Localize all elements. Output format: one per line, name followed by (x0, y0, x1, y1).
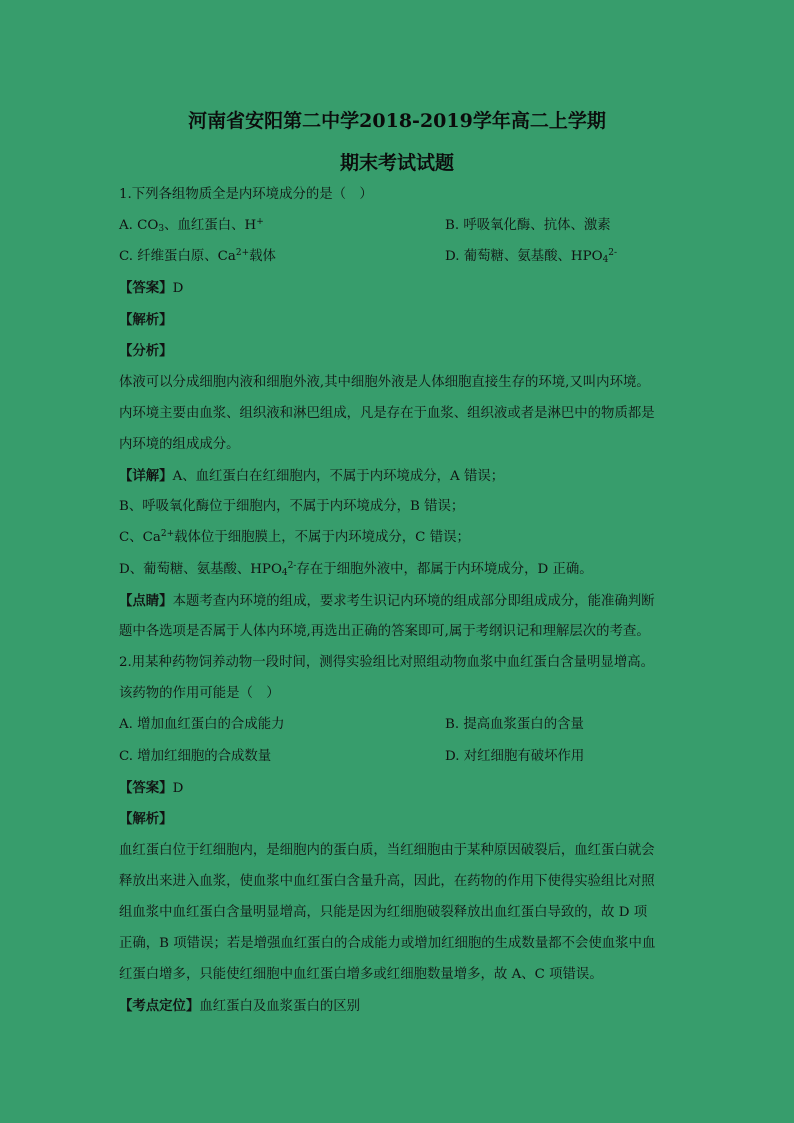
q2-analysis-label: 【解析】 (119, 811, 173, 827)
q2-analysis-line1: 血红蛋白位于红细胞内，是细胞内的蛋白质，当红细胞由于某种原因破裂后，血红蛋白就会 (119, 843, 655, 858)
q2-option-c: C. 增加红细胞的合成数量 (119, 749, 272, 764)
q1-option-b: B. 呼吸氧化酶、抗体、激素 (445, 218, 611, 233)
q1-option-c: C. 纤维蛋白原、$Ca^{2+}$载体 (119, 248, 276, 264)
q1-detail-c: C、$Ca^{2+}$载体位于细胞膜上，不属于内环境成分，C 错误； (119, 529, 470, 545)
q2-option-d: D. 对红细胞有破坏作用 (445, 749, 585, 764)
q2-stem-line1: 2.用某种药物饲养动物一段时间，测得实验组比对照组动物血浆中血红蛋白含量明显增高。 (119, 655, 655, 670)
q1-option-a: A. $CO_3$、血红蛋白、H+ (119, 217, 264, 234)
q2-option-b: B. 提高血浆蛋白的含量 (445, 717, 584, 732)
q1-answer: 【答案】D (119, 280, 184, 296)
q2-kaodian: 【考点定位】血红蛋白及血浆蛋白的区别 (119, 998, 361, 1014)
q1-dianjing-line2: 题中各选项是否属于人体内环境,再选出正确的答案即可,属于考纲识记和理解层次的考查。 (119, 624, 650, 639)
q1-fenxi-label: 【分析】 (119, 343, 173, 359)
q1-fenxi-line3: 内环境的组成成分。 (119, 437, 240, 452)
doc-title-line1: 河南省安阳第二中学2018-2019学年高二上学期 (188, 110, 606, 132)
q2-analysis-line2: 释放出来进入血浆，使血浆中血红蛋白含量升高，因此，在药物的作用下使得实验组比对照 (119, 874, 655, 889)
q1-detail-b: B、呼吸氧化酶位于细胞内，不属于内环境成分，B 错误； (119, 499, 465, 514)
q1-fenxi-line1: 体液可以分成细胞内液和细胞外液,其中细胞外液是人体细胞直接生存的环境,又叫内环境。 (119, 375, 650, 390)
q2-answer: 【答案】D (119, 780, 184, 796)
q1-option-d: D. 葡萄糖、氨基酸、$HPO_4^{2-}$ (445, 248, 618, 265)
q2-option-a: A. 增加血红蛋白的合成能力 (119, 717, 285, 732)
q2-analysis-line3: 组血浆中血红蛋白含量明显增高，只能是因为红细胞破裂释放出血红蛋白导致的，故 D 项 (119, 905, 648, 920)
q1-stem: 1.下列各组物质全是内环境成分的是（ ） (119, 187, 373, 202)
q1-dianjing-line1: 【点睛】本题考查内环境的组成，要求考生识记内环境的组成部分即组成成分，能准确判断 (119, 593, 655, 609)
q2-analysis-line4: 正确，B 项错误；若是增强血红蛋白的合成能力或增加红细胞的生成数量都不会使血浆中血 (119, 936, 656, 951)
q2-stem-line2: 该药物的作用可能是（ ） (119, 686, 280, 701)
q1-detail-d: D、葡萄糖、氨基酸、$HPO_4^{2-}$存在于细胞外液中，都属于内环境成分，D 正确。 (119, 561, 593, 578)
doc-title-line2: 期末考试试题 (339, 152, 454, 174)
q1-analysis-label: 【解析】 (119, 312, 173, 328)
q2-analysis-line5: 红蛋白增多，只能使红细胞中血红蛋白增多或红细胞数量增多，故 A、C 项错误。 (119, 967, 603, 982)
q1-fenxi-line2: 内环境主要由血浆、组织液和淋巴组成，凡是存在于血浆、组织液或者是淋巴中的物质都是 (119, 406, 655, 421)
q1-detail-a: 【详解】A、血红蛋白在红细胞内，不属于内环境成分，A 错误； (119, 468, 505, 484)
